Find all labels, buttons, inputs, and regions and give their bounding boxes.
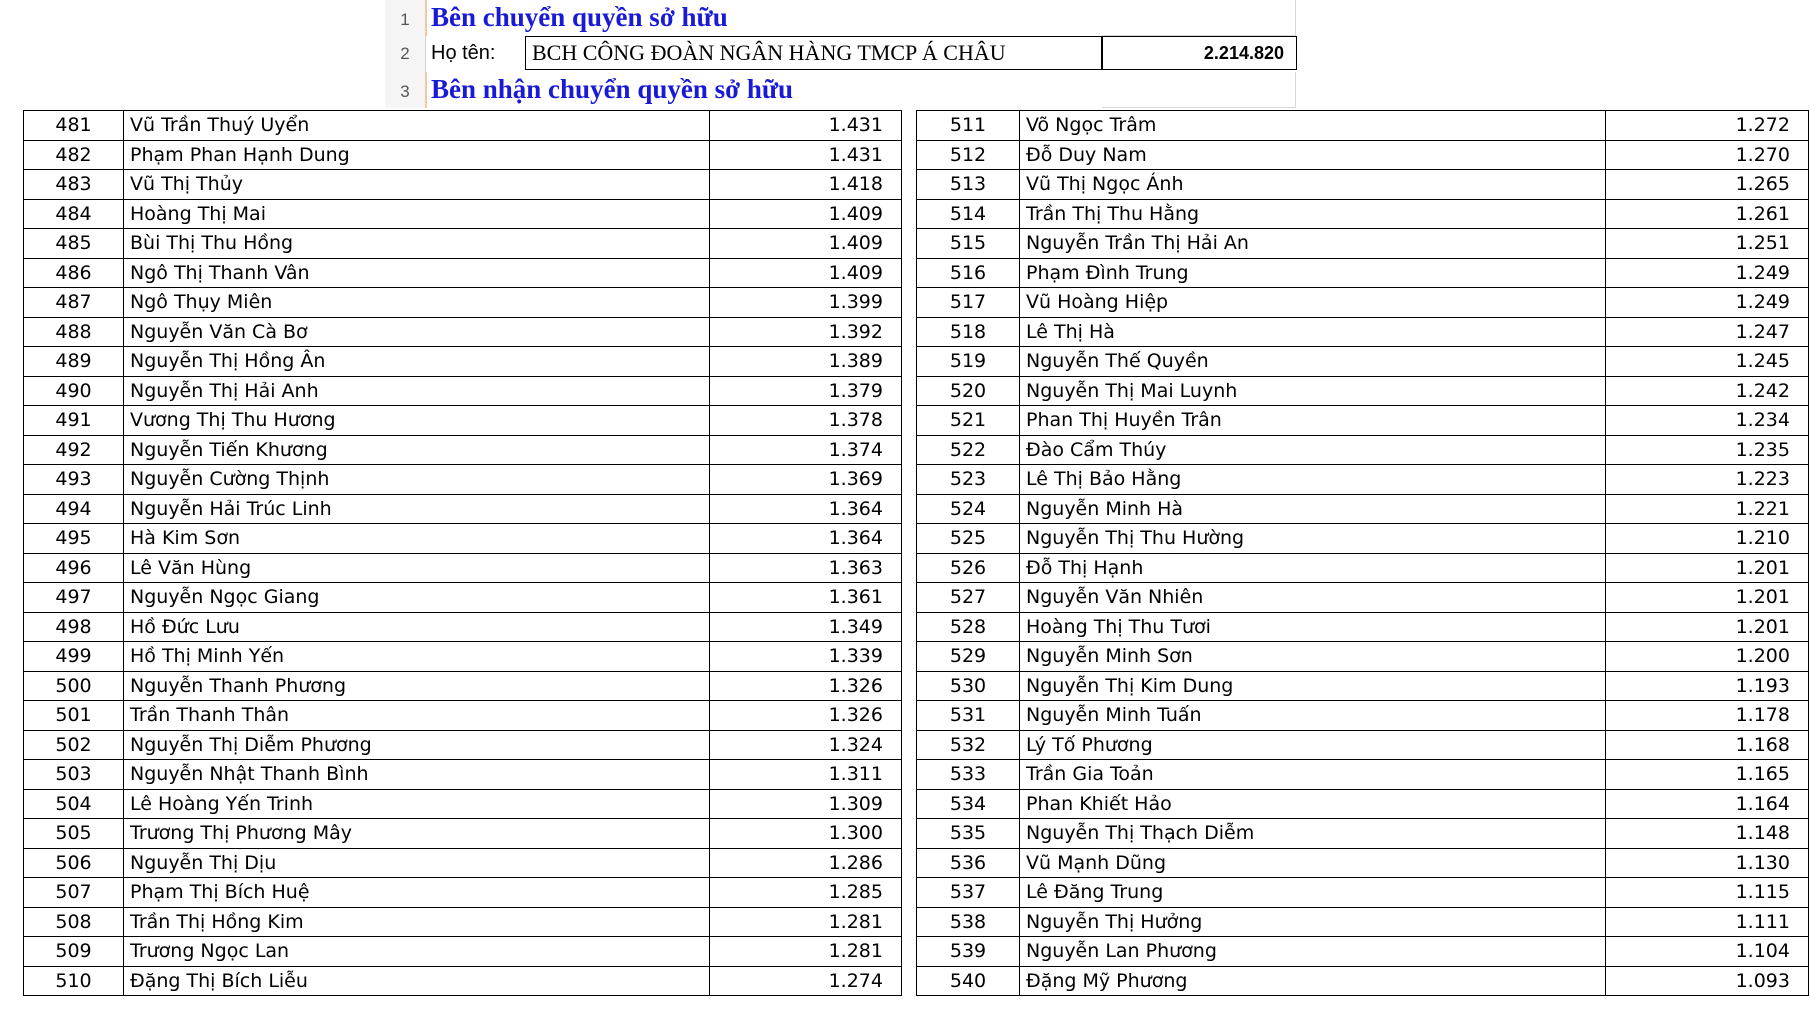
table-row xyxy=(917,229,1809,259)
table-row xyxy=(917,258,1809,288)
recipient-name-cell[interactable]: Vương Thị Thu Hương xyxy=(124,406,710,436)
recipient-name-cell[interactable]: Hồ Đức Lưu xyxy=(124,612,710,642)
recipient-name-cell[interactable]: Nguyễn Lan Phương xyxy=(1020,937,1606,967)
share-amount-cell[interactable]: 1.309 xyxy=(710,789,902,819)
table-row xyxy=(24,642,902,672)
share-amount-cell[interactable]: 1.178 xyxy=(1606,701,1809,731)
table-row xyxy=(917,789,1809,819)
row-index-cell[interactable]: 486 xyxy=(24,258,124,288)
share-amount-cell[interactable]: 1.148 xyxy=(1606,819,1809,849)
recipient-name-cell[interactable]: Nguyễn Thanh Phương xyxy=(124,671,710,701)
table-row xyxy=(24,376,902,406)
recipient-name-cell[interactable]: Lý Tố Phương xyxy=(1020,730,1606,760)
row-index-cell[interactable]: 535 xyxy=(917,819,1020,849)
recipient-name-cell[interactable]: Bùi Thị Thu Hồng xyxy=(124,229,710,259)
row-index-cell[interactable]: 521 xyxy=(917,406,1020,436)
row-index-cell[interactable]: 500 xyxy=(24,671,124,701)
column-divider xyxy=(425,0,427,36)
share-amount-cell[interactable]: 1.201 xyxy=(1606,553,1809,583)
transferor-amount-cell[interactable]: 2.214.820 xyxy=(1101,36,1297,70)
share-amount-cell[interactable]: 1.111 xyxy=(1606,907,1809,937)
share-amount-cell[interactable]: 1.115 xyxy=(1606,878,1809,908)
share-amount-cell[interactable]: 1.165 xyxy=(1606,760,1809,790)
row-index-cell[interactable]: 484 xyxy=(24,199,124,229)
column-divider xyxy=(425,72,427,108)
row-number[interactable]: 3 xyxy=(385,72,426,108)
share-amount-cell[interactable]: 1.361 xyxy=(710,583,902,613)
recipient-name-cell[interactable]: Hoàng Thị Mai xyxy=(124,199,710,229)
recipient-name-cell[interactable]: Lê Thị Bảo Hằng xyxy=(1020,465,1606,495)
share-amount-cell[interactable]: 1.265 xyxy=(1606,170,1809,200)
recipient-name-cell[interactable]: Nguyễn Thị Mai Luynh xyxy=(1020,376,1606,406)
table-row xyxy=(917,524,1809,554)
table-row xyxy=(917,612,1809,642)
table-row xyxy=(917,907,1809,937)
row-index-cell[interactable]: 519 xyxy=(917,347,1020,377)
recipient-name-cell[interactable]: Phạm Thị Bích Huệ xyxy=(124,878,710,908)
recipient-name-cell[interactable]: Nguyễn Minh Sơn xyxy=(1020,642,1606,672)
table-row xyxy=(917,730,1809,760)
share-amount-cell[interactable]: 1.270 xyxy=(1606,140,1809,170)
share-amount-cell[interactable]: 1.392 xyxy=(710,317,902,347)
name-label[interactable]: Họ tên: xyxy=(431,42,496,64)
share-amount-cell[interactable]: 1.201 xyxy=(1606,612,1809,642)
share-amount-cell[interactable]: 1.223 xyxy=(1606,465,1809,495)
share-amount-cell[interactable]: 1.272 xyxy=(1606,111,1809,141)
share-amount-cell[interactable]: 1.221 xyxy=(1606,494,1809,524)
row-index-cell[interactable]: 503 xyxy=(24,760,124,790)
recipient-name-cell[interactable]: Vũ Thị Ngọc Ánh xyxy=(1020,170,1606,200)
header-row-2 xyxy=(385,36,1312,72)
share-amount-cell[interactable]: 1.409 xyxy=(710,229,902,259)
table-row xyxy=(24,730,902,760)
recipient-name-cell[interactable]: Nguyễn Thị Diễm Phương xyxy=(124,730,710,760)
row-index-cell[interactable]: 501 xyxy=(24,701,124,731)
share-amount-cell[interactable]: 1.235 xyxy=(1606,435,1809,465)
table-row xyxy=(917,111,1809,141)
table-row xyxy=(24,789,902,819)
table-row xyxy=(917,760,1809,790)
row-index-cell[interactable]: 533 xyxy=(917,760,1020,790)
row-index-cell[interactable]: 509 xyxy=(24,937,124,967)
recipient-table-left xyxy=(23,110,902,996)
table-row xyxy=(917,170,1809,200)
share-amount-cell[interactable]: 1.193 xyxy=(1606,671,1809,701)
share-amount-cell[interactable]: 1.242 xyxy=(1606,376,1809,406)
header-row-3 xyxy=(385,72,1312,108)
table-row xyxy=(24,494,902,524)
share-amount-cell[interactable]: 1.431 xyxy=(710,111,902,141)
recipient-name-cell[interactable]: Trần Thị Hồng Kim xyxy=(124,907,710,937)
table-row xyxy=(917,966,1809,996)
share-amount-cell[interactable]: 1.389 xyxy=(710,347,902,377)
table-row xyxy=(917,199,1809,229)
recipient-name-cell[interactable]: Lê Hoàng Yến Trinh xyxy=(124,789,710,819)
share-amount-cell[interactable]: 1.168 xyxy=(1606,730,1809,760)
recipient-name-cell[interactable]: Nguyễn Thị Hưởng xyxy=(1020,907,1606,937)
recipient-name-cell[interactable]: Trần Thị Thu Hằng xyxy=(1020,199,1606,229)
table-row xyxy=(917,347,1809,377)
recipient-name-cell[interactable]: Nguyễn Hải Trúc Linh xyxy=(124,494,710,524)
row-index-cell[interactable]: 516 xyxy=(917,258,1020,288)
row-index-cell[interactable]: 485 xyxy=(24,229,124,259)
table-row xyxy=(917,848,1809,878)
recipient-name-cell[interactable]: Nguyễn Thế Quyền xyxy=(1020,347,1606,377)
row-index-cell[interactable]: 518 xyxy=(917,317,1020,347)
recipient-name-cell[interactable]: Ngô Thụy Miên xyxy=(124,288,710,318)
table-row xyxy=(24,848,902,878)
row-index-cell[interactable]: 505 xyxy=(24,819,124,849)
row-index-cell[interactable]: 530 xyxy=(917,671,1020,701)
row-index-cell[interactable]: 507 xyxy=(24,878,124,908)
share-amount-cell[interactable]: 1.251 xyxy=(1606,229,1809,259)
share-amount-cell[interactable]: 1.379 xyxy=(710,376,902,406)
row-index-cell[interactable]: 525 xyxy=(917,524,1020,554)
recipient-name-cell[interactable]: Nguyễn Minh Hà xyxy=(1020,494,1606,524)
share-amount-cell[interactable]: 1.409 xyxy=(710,199,902,229)
share-amount-cell[interactable]: 1.261 xyxy=(1606,199,1809,229)
row-index-cell[interactable]: 536 xyxy=(917,848,1020,878)
table-row xyxy=(24,435,902,465)
table-row xyxy=(917,494,1809,524)
table-row xyxy=(917,553,1809,583)
table-row xyxy=(24,671,902,701)
share-amount-cell[interactable]: 1.281 xyxy=(710,937,902,967)
row-index-cell[interactable]: 532 xyxy=(917,730,1020,760)
row-index-cell[interactable]: 529 xyxy=(917,642,1020,672)
row-index-cell[interactable]: 528 xyxy=(917,612,1020,642)
row-index-cell[interactable]: 483 xyxy=(24,170,124,200)
table-row xyxy=(24,583,902,613)
share-amount-cell[interactable]: 1.130 xyxy=(1606,848,1809,878)
table-row xyxy=(917,140,1809,170)
sheet-header xyxy=(385,0,1312,110)
table-row xyxy=(917,288,1809,318)
recipient-name-cell[interactable]: Võ Ngọc Trâm xyxy=(1020,111,1606,141)
header-row-1 xyxy=(385,0,1312,36)
row-index-cell[interactable]: 488 xyxy=(24,317,124,347)
row-index-cell[interactable]: 539 xyxy=(917,937,1020,967)
row-index-cell[interactable]: 510 xyxy=(24,966,124,996)
row-index-cell[interactable]: 502 xyxy=(24,730,124,760)
recipient-name-cell[interactable]: Phạm Đình Trung xyxy=(1020,258,1606,288)
recipient-name-cell[interactable]: Nguyễn Thị Kim Dung xyxy=(1020,671,1606,701)
share-amount-cell[interactable]: 1.164 xyxy=(1606,789,1809,819)
recipient-name-cell[interactable]: Nguyễn Ngọc Giang xyxy=(124,583,710,613)
table-row xyxy=(917,435,1809,465)
table-row xyxy=(24,406,902,436)
row-index-cell[interactable]: 511 xyxy=(917,111,1020,141)
row-index-cell[interactable]: 523 xyxy=(917,465,1020,495)
share-amount-cell[interactable]: 1.363 xyxy=(710,553,902,583)
recipient-name-cell[interactable]: Trương Ngọc Lan xyxy=(124,937,710,967)
recipient-name-cell[interactable]: Nguyễn Minh Tuấn xyxy=(1020,701,1606,731)
row-index-cell[interactable]: 524 xyxy=(917,494,1020,524)
recipient-name-cell[interactable]: Lê Thị Hà xyxy=(1020,317,1606,347)
empty-cell[interactable] xyxy=(1102,0,1296,36)
table-row xyxy=(917,671,1809,701)
row-index-cell[interactable]: 527 xyxy=(917,583,1020,613)
share-amount-cell[interactable]: 1.247 xyxy=(1606,317,1809,347)
row-index-cell[interactable]: 494 xyxy=(24,494,124,524)
table-row xyxy=(917,819,1809,849)
share-amount-cell[interactable]: 1.339 xyxy=(710,642,902,672)
table-row xyxy=(917,878,1809,908)
recipient-name-cell[interactable]: Trương Thị Phương Mây xyxy=(124,819,710,849)
share-amount-cell[interactable]: 1.249 xyxy=(1606,258,1809,288)
recipient-name-cell[interactable]: Phạm Phan Hạnh Dung xyxy=(124,140,710,170)
row-index-cell[interactable]: 538 xyxy=(917,907,1020,937)
share-amount-cell[interactable]: 1.369 xyxy=(710,465,902,495)
share-amount-cell[interactable]: 1.210 xyxy=(1606,524,1809,554)
share-amount-cell[interactable]: 1.201 xyxy=(1606,583,1809,613)
recipient-name-cell[interactable]: Ngô Thị Thanh Vân xyxy=(124,258,710,288)
share-amount-cell[interactable]: 1.378 xyxy=(710,406,902,436)
recipient-name-cell[interactable]: Nguyễn Cường Thịnh xyxy=(124,465,710,495)
share-amount-cell[interactable]: 1.274 xyxy=(710,966,902,996)
row-index-cell[interactable]: 514 xyxy=(917,199,1020,229)
transferor-title[interactable]: Bên chuyển quyền sở hữu xyxy=(431,2,728,32)
row-index-cell[interactable]: 496 xyxy=(24,553,124,583)
table-row xyxy=(24,612,902,642)
recipient-name-cell[interactable]: Lê Đăng Trung xyxy=(1020,878,1606,908)
share-amount-cell[interactable]: 1.104 xyxy=(1606,937,1809,967)
row-index-cell[interactable]: 540 xyxy=(917,966,1020,996)
table-row xyxy=(24,524,902,554)
row-index-cell[interactable]: 520 xyxy=(917,376,1020,406)
share-amount-cell[interactable]: 1.326 xyxy=(710,671,902,701)
recipient-name-cell[interactable]: Vũ Trần Thuý Uyển xyxy=(124,111,710,141)
share-amount-cell[interactable]: 1.234 xyxy=(1606,406,1809,436)
row-index-cell[interactable]: 534 xyxy=(917,789,1020,819)
table-row xyxy=(24,199,902,229)
table-row xyxy=(24,317,902,347)
recipient-name-cell[interactable]: Nguyễn Trần Thị Hải An xyxy=(1020,229,1606,259)
row-index-cell[interactable]: 489 xyxy=(24,347,124,377)
recipient-name-cell[interactable]: Hồ Thị Minh Yến xyxy=(124,642,710,672)
row-index-cell[interactable]: 517 xyxy=(917,288,1020,318)
table-row xyxy=(24,170,902,200)
row-index-cell[interactable]: 490 xyxy=(24,376,124,406)
table-row xyxy=(24,258,902,288)
row-index-cell[interactable]: 522 xyxy=(917,435,1020,465)
share-amount-cell[interactable]: 1.364 xyxy=(710,494,902,524)
table-row xyxy=(24,937,902,967)
recipient-name-cell[interactable]: Đặng Mỹ Phương xyxy=(1020,966,1606,996)
table-row xyxy=(24,465,902,495)
table-row xyxy=(24,878,902,908)
share-amount-cell[interactable]: 1.364 xyxy=(710,524,902,554)
recipient-name-cell[interactable]: Nguyễn Tiến Khương xyxy=(124,435,710,465)
recipient-name-cell[interactable]: Đỗ Duy Nam xyxy=(1020,140,1606,170)
share-amount-cell[interactable]: 1.093 xyxy=(1606,966,1809,996)
row-number[interactable]: 1 xyxy=(385,0,426,36)
recipient-name-cell[interactable]: Nguyễn Thị Hồng Ân xyxy=(124,347,710,377)
recipient-name-cell[interactable]: Phan Khiết Hảo xyxy=(1020,789,1606,819)
recipient-name-cell[interactable]: Nguyễn Văn Cà Bơ xyxy=(124,317,710,347)
empty-cell[interactable] xyxy=(1102,72,1296,108)
row-index-cell[interactable]: 512 xyxy=(917,140,1020,170)
share-amount-cell[interactable]: 1.300 xyxy=(710,819,902,849)
share-amount-cell[interactable]: 1.349 xyxy=(710,612,902,642)
row-index-cell[interactable]: 499 xyxy=(24,642,124,672)
row-index-cell[interactable]: 487 xyxy=(24,288,124,318)
table-row xyxy=(24,140,902,170)
share-amount-cell[interactable]: 1.281 xyxy=(710,907,902,937)
share-amount-cell[interactable]: 1.286 xyxy=(710,848,902,878)
recipient-name-cell[interactable]: Trần Gia Toản xyxy=(1020,760,1606,790)
share-amount-cell[interactable]: 1.431 xyxy=(710,140,902,170)
row-number[interactable]: 2 xyxy=(385,36,426,72)
table-row xyxy=(917,406,1809,436)
table-row xyxy=(24,553,902,583)
recipient-table-right xyxy=(916,110,1809,996)
share-amount-cell[interactable]: 1.285 xyxy=(710,878,902,908)
recipient-name-cell[interactable]: Nguyễn Thị Hải Anh xyxy=(124,376,710,406)
table-row xyxy=(917,465,1809,495)
table-row xyxy=(24,966,902,996)
row-index-cell[interactable]: 493 xyxy=(24,465,124,495)
table-row xyxy=(24,347,902,377)
recipient-name-cell[interactable]: Đỗ Thị Hạnh xyxy=(1020,553,1606,583)
share-amount-cell[interactable]: 1.374 xyxy=(710,435,902,465)
table-row xyxy=(917,583,1809,613)
row-index-cell[interactable]: 531 xyxy=(917,701,1020,731)
share-amount-cell[interactable]: 1.245 xyxy=(1606,347,1809,377)
table-row xyxy=(917,376,1809,406)
row-index-cell[interactable]: 482 xyxy=(24,140,124,170)
recipient-name-cell[interactable]: Nguyễn Thị Thu Hường xyxy=(1020,524,1606,554)
table-row xyxy=(24,819,902,849)
share-amount-cell[interactable]: 1.324 xyxy=(710,730,902,760)
recipient-name-cell[interactable]: Nguyễn Nhật Thanh Bình xyxy=(124,760,710,790)
recipient-name-cell[interactable]: Vũ Hoàng Hiệp xyxy=(1020,288,1606,318)
row-index-cell[interactable]: 515 xyxy=(917,229,1020,259)
row-index-cell[interactable]: 508 xyxy=(24,907,124,937)
table-row xyxy=(24,111,902,141)
recipient-name-cell[interactable]: Hà Kim Sơn xyxy=(124,524,710,554)
recipient-name-cell[interactable]: Hoàng Thị Thu Tươi xyxy=(1020,612,1606,642)
table-row xyxy=(917,642,1809,672)
share-amount-cell[interactable]: 1.200 xyxy=(1606,642,1809,672)
row-index-cell[interactable]: 506 xyxy=(24,848,124,878)
row-index-cell[interactable]: 513 xyxy=(917,170,1020,200)
transferee-title[interactable]: Bên nhận chuyển quyền sở hữu xyxy=(431,74,794,104)
recipient-name-cell[interactable]: Nguyễn Thị Dịu xyxy=(124,848,710,878)
share-amount-cell[interactable]: 1.399 xyxy=(710,288,902,318)
recipient-name-cell[interactable]: Nguyễn Thị Thạch Diễm xyxy=(1020,819,1606,849)
recipient-name-cell[interactable]: Lê Văn Hùng xyxy=(124,553,710,583)
row-index-cell[interactable]: 526 xyxy=(917,553,1020,583)
table-row xyxy=(917,701,1809,731)
recipient-name-cell[interactable]: Đào Cẩm Thúy xyxy=(1020,435,1606,465)
row-index-cell[interactable]: 495 xyxy=(24,524,124,554)
recipient-name-cell[interactable]: Vũ Thị Thủy xyxy=(124,170,710,200)
share-amount-cell[interactable]: 1.311 xyxy=(710,760,902,790)
share-amount-cell[interactable]: 1.409 xyxy=(710,258,902,288)
recipient-name-cell[interactable]: Nguyễn Văn Nhiên xyxy=(1020,583,1606,613)
recipient-name-cell[interactable]: Đặng Thị Bích Liễu xyxy=(124,966,710,996)
row-index-cell[interactable]: 481 xyxy=(24,111,124,141)
table-row xyxy=(24,288,902,318)
table-row xyxy=(24,701,902,731)
recipient-name-cell[interactable]: Phan Thị Huyền Trân xyxy=(1020,406,1606,436)
row-index-cell[interactable]: 497 xyxy=(24,583,124,613)
table-row xyxy=(917,317,1809,347)
row-index-cell[interactable]: 504 xyxy=(24,789,124,819)
table-row xyxy=(917,937,1809,967)
row-index-cell[interactable]: 491 xyxy=(24,406,124,436)
table-row xyxy=(24,760,902,790)
recipient-name-cell[interactable]: Trần Thanh Thân xyxy=(124,701,710,731)
table-row xyxy=(24,229,902,259)
share-amount-cell[interactable]: 1.326 xyxy=(710,701,902,731)
transferor-name-cell[interactable]: BCH CÔNG ĐOÀN NGÂN HÀNG TMCP Á CHÂU xyxy=(525,36,1103,70)
row-index-cell[interactable]: 492 xyxy=(24,435,124,465)
table-row xyxy=(24,907,902,937)
row-index-cell[interactable]: 498 xyxy=(24,612,124,642)
share-amount-cell[interactable]: 1.249 xyxy=(1606,288,1809,318)
row-index-cell[interactable]: 537 xyxy=(917,878,1020,908)
share-amount-cell[interactable]: 1.418 xyxy=(710,170,902,200)
recipient-name-cell[interactable]: Vũ Mạnh Dũng xyxy=(1020,848,1606,878)
